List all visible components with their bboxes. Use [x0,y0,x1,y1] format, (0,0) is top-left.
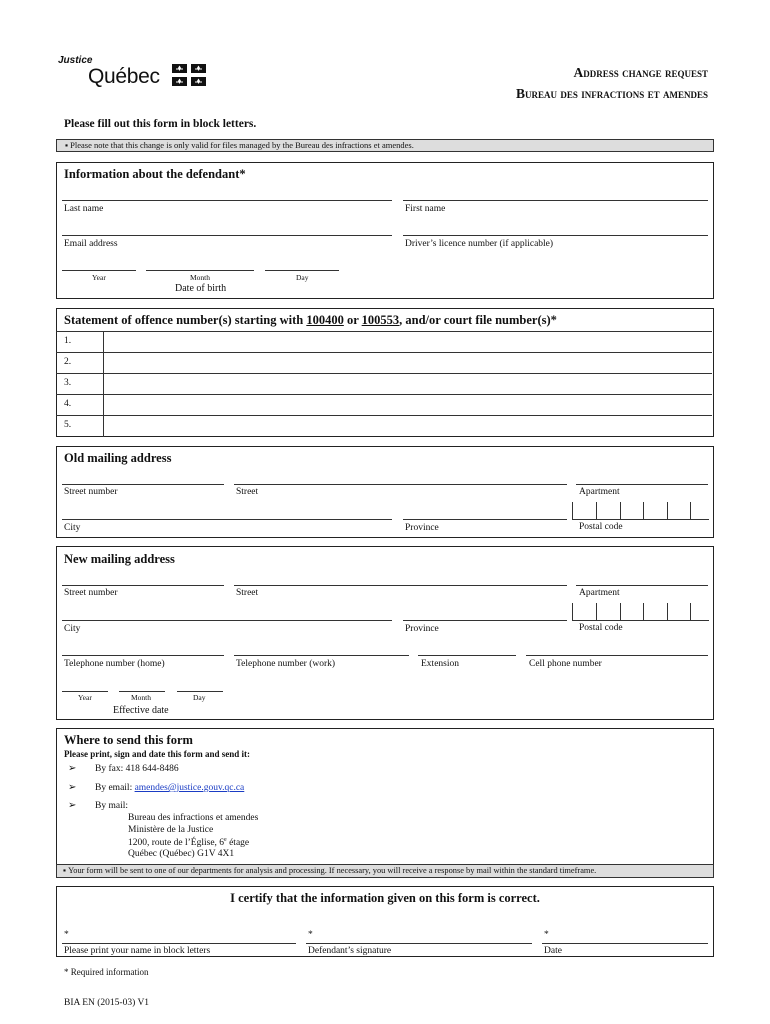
new-city-field[interactable] [62,620,392,621]
postal-code-divider [572,603,573,620]
row-divider [103,332,104,353]
postal-code-baseline [572,519,709,520]
new-street-number-field[interactable] [62,585,224,586]
offence-row-5[interactable] [56,415,712,436]
certify-date-label: Date [544,946,562,956]
last-name-field[interactable] [62,200,392,201]
old-postal-code-label: Postal code [579,522,623,532]
offence-heading [64,313,557,328]
row-divider [103,353,104,374]
form-subtitle: Bureau des infractions et amendes [515,86,708,101]
mail-address-line2: Ministère de la Justice [128,825,214,835]
effective-date-label: Effective date [113,705,169,716]
postal-code-divider [596,603,597,620]
postal-code-divider [690,502,691,519]
extension-field[interactable] [418,655,516,656]
square-bullet-icon: ▪ [63,866,69,875]
processing-note [56,864,714,878]
offence-row-number: 5. [64,420,72,430]
new-street-field[interactable] [234,585,567,586]
dob-year-label: Year [92,273,106,282]
cell-phone-field[interactable] [526,655,708,656]
send-subheading: Please print, sign and date this form and send it: [64,749,251,759]
effective-month-label: Month [131,693,152,702]
certify-date-field[interactable] [542,943,708,944]
logo-justice-text: Justice [58,55,93,66]
row-divider [103,395,104,416]
first-name-label: First name [405,204,446,214]
mail-address-line3-post: étage [226,838,250,849]
old-street-number-field[interactable] [62,484,224,485]
old-apartment-label: Apartment [579,487,620,497]
signature-field[interactable] [306,943,532,944]
send-email [95,783,244,793]
offence-row-number: 4. [64,399,72,409]
dob-label: Date of birth [175,283,227,294]
send-email-prefix: By email: [95,783,135,793]
postal-code-divider [667,603,668,620]
print-name-label: Please print your name in block letters [64,946,211,956]
tel-home-field[interactable] [62,655,224,656]
arrowhead-bullet-icon: ➢ [68,800,77,811]
defendant-heading: Information about the defendant* [64,167,246,181]
new-postal-code-label: Postal code [579,623,623,633]
postal-code-divider [572,502,573,519]
offence-prefix-100553: 100553 [361,313,400,327]
send-mail: By mail: [95,801,128,811]
licence-field[interactable] [403,235,708,236]
postal-code-divider [690,603,691,620]
old-street-number-label: Street number [64,487,118,497]
new-apartment-label: Apartment [579,588,620,598]
new-apartment-field[interactable] [576,585,708,586]
postal-code-divider [667,502,668,519]
email-field[interactable] [62,235,392,236]
new-address-section [56,546,714,720]
tel-home-label: Telephone number (home) [64,659,165,669]
tel-work-field[interactable] [234,655,409,656]
row-divider [103,416,104,437]
tel-work-label: Telephone number (work) [236,659,336,669]
send-heading: Where to send this form [64,733,193,747]
email-link[interactable]: amendes@justice.gouv.qc.ca [134,783,245,793]
dob-year-field[interactable] [62,270,136,271]
offence-prefix-100400: 100400 [306,313,344,327]
required-info-note: * Required information [64,967,149,977]
new-street-number-label: Street number [64,588,118,598]
offence-heading-or: or [343,313,362,327]
offence-row-1[interactable] [56,331,712,352]
mail-address-line3 [128,837,249,848]
send-fax: By fax: 418 644-8486 [95,764,179,774]
offence-row-3[interactable] [56,373,712,394]
dob-month-label: Month [190,273,211,282]
dob-day-field[interactable] [265,270,339,271]
square-bullet-icon: ▪ [65,140,71,150]
print-name-field[interactable] [62,943,296,944]
offence-row-4[interactable] [56,394,712,415]
old-province-label: Province [405,523,439,533]
last-name-label: Last name [64,204,104,214]
extension-label: Extension [421,659,459,669]
old-address-heading: Old mailing address [64,451,172,465]
new-province-field[interactable] [403,620,567,621]
old-street-field[interactable] [234,484,567,485]
mail-address-line3-sup: e [224,837,227,843]
signature-required-asterisk: * [308,930,313,940]
defendant-section [56,162,714,299]
validity-note [56,139,714,152]
offence-row-number: 1. [64,336,72,346]
old-street-label: Street [236,487,259,497]
new-city-label: City [64,624,81,634]
arrowhead-bullet-icon: ➢ [68,782,77,793]
date-required-asterisk: * [544,930,549,940]
row-divider [103,374,104,395]
signature-label: Defendant’s signature [308,946,392,956]
quebec-fleur-de-lis-flag-icon [172,64,206,86]
arrowhead-bullet-icon: ➢ [68,763,77,774]
mail-address-line3-pre: 1200, route de l’Église, 6 [128,838,225,849]
offence-heading-post: , and/or court file number(s)* [399,313,557,327]
new-province-label: Province [405,624,439,634]
offence-row-number: 2. [64,357,72,367]
effective-month-field[interactable] [119,691,165,692]
postal-code-baseline [572,620,709,621]
validity-note-text: Please note that this change is only valid for files managed by the Bureau des infractions et amendes. [70,140,414,150]
effective-year-label: Year [78,693,92,702]
block-letters-instruction: Please fill out this form in block letters. [64,118,257,130]
dob-day-label: Day [296,273,309,282]
postal-code-divider [620,603,621,620]
form-title: Address change request [573,65,708,80]
old-province-field[interactable] [403,519,567,520]
new-street-label: Street [236,588,259,598]
licence-label: Driver’s licence number (if applicable) [405,239,554,249]
cell-phone-label: Cell phone number [529,659,602,669]
offence-row-number: 3. [64,378,72,388]
postal-code-divider [620,502,621,519]
effective-year-field[interactable] [62,691,108,692]
effective-day-field[interactable] [177,691,223,692]
processing-note-text: Your form will be sent to one of our departments for analysis and processing. If necessary, you will receive a response by mail within the standard timeframe. [68,866,597,875]
old-apartment-field[interactable] [576,484,708,485]
certify-heading: I certify that the information given on this form is correct. [230,891,540,905]
postal-code-divider [596,502,597,519]
old-city-field[interactable] [62,519,392,520]
offence-heading-pre: Statement of offence number(s) starting with [64,313,307,327]
dob-month-field[interactable] [146,270,254,271]
mail-address-line4: Québec (Québec) G1V 4X1 [128,849,235,859]
postal-code-divider [643,603,644,620]
old-city-label: City [64,523,81,533]
form-code: BIA EN (2015-03) V1 [64,998,150,1008]
offence-row-2[interactable] [56,352,712,373]
first-name-field[interactable] [403,200,708,201]
new-address-heading: New mailing address [64,552,175,566]
name-required-asterisk: * [64,930,69,940]
mail-address-line1: Bureau des infractions et amendes [128,813,259,823]
logo-quebec-text: Québec [88,65,160,88]
email-label: Email address [64,239,118,249]
postal-code-divider [643,502,644,519]
effective-day-label: Day [193,693,206,702]
